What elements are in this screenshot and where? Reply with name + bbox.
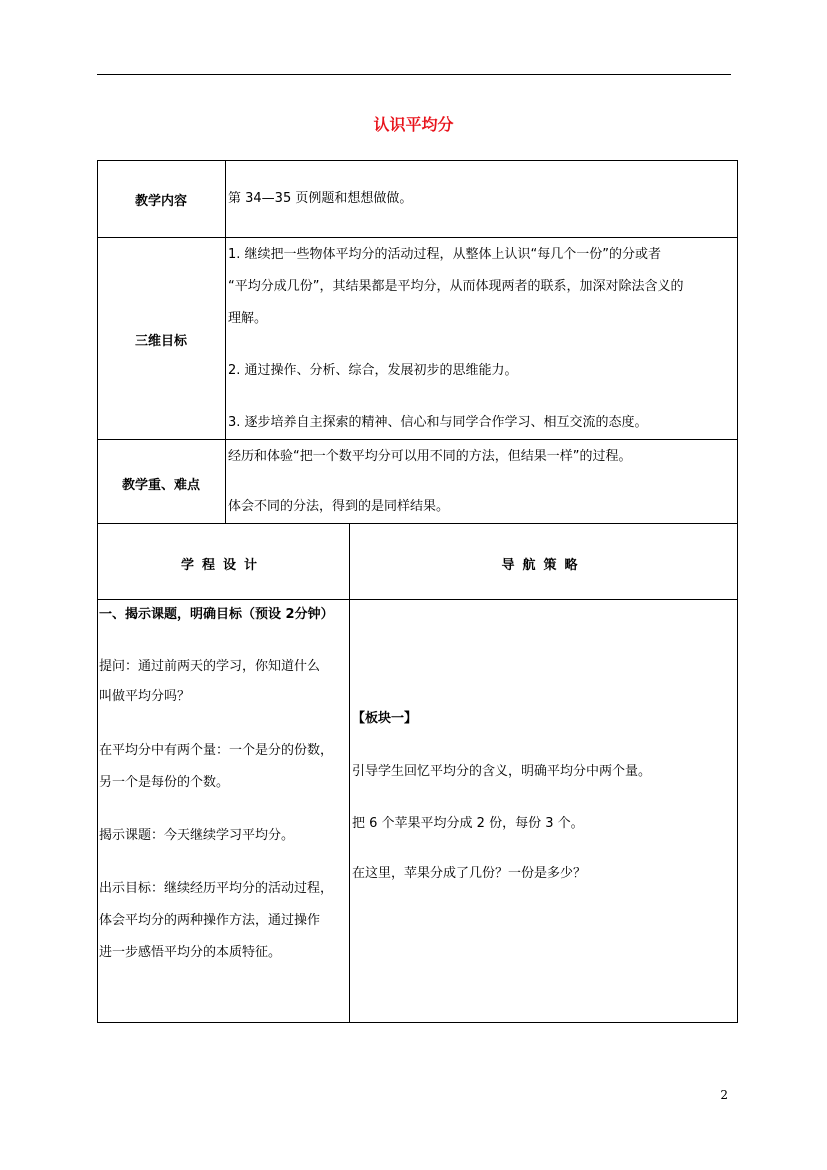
- row-divider: [97, 237, 738, 238]
- left-line: 揭示课题：今天继续学习平均分。: [99, 828, 295, 843]
- document-title: 认识平均分: [373, 115, 454, 134]
- goal-line: 理解。: [228, 311, 268, 326]
- column-divider: [225, 160, 226, 523]
- right-line: 引导学生回忆平均分的含义，明确平均分中两个量。: [352, 764, 652, 779]
- left-line: 提问：通过前两天的学习，你知道什么: [99, 659, 321, 674]
- content-label: 教学内容: [134, 194, 187, 209]
- header-rule: [97, 74, 731, 75]
- left-line: 叫做平均分吗？: [99, 689, 191, 704]
- left-line: 进一步感悟平均分的本质特征。: [99, 945, 282, 960]
- goal-line: 1. 继续把一些物体平均分的活动过程，从整体上认识“每几个一份”的分或者: [228, 247, 662, 262]
- left-line: 另一个是每份的个数。: [99, 775, 230, 790]
- row-divider: [97, 439, 738, 440]
- goals-label: 三维目标: [134, 334, 187, 349]
- goal-line: “平均分成几份”，其结果都是平均分，从而体现两者的联系，加深对除法含义的: [228, 279, 684, 294]
- section-heading: 一、揭示课题，明确目标（预设 2分钟）: [99, 607, 334, 622]
- key-point-line: 经历和体验“把一个数平均分可以用不同的方法，但结果一样”的过程。: [228, 449, 632, 464]
- key-point-line: 体会不同的分法，得到的是同样结果。: [228, 499, 450, 514]
- right-line: 在这里，苹果分成了几份？一份是多少？: [352, 866, 587, 881]
- column-divider: [349, 523, 350, 1023]
- block-heading: 【板块一】: [352, 711, 418, 726]
- left-line: 出示目标：继续经历平均分的活动过程，: [99, 881, 334, 896]
- row-divider: [97, 523, 738, 524]
- page-number: 2: [720, 1088, 728, 1102]
- left-line: 体会平均分的两种操作方法，通过操作: [99, 913, 321, 928]
- goal-line: 2. 通过操作、分析、综合，发展初步的思维能力。: [228, 363, 518, 378]
- guidance-strategy-header: 导航策略: [501, 558, 586, 573]
- goal-line: 3. 逐步培养自主探索的精神、信心和与同学合作学习、相互交流的态度。: [228, 415, 648, 430]
- left-line: 在平均分中有两个量：一个是分的份数，: [99, 743, 334, 758]
- right-line: 把 6 个苹果平均分成 2 份，每份 3 个。: [352, 816, 584, 831]
- content-text: 第 34—35 页例题和想想做做。: [228, 191, 413, 206]
- row-divider: [97, 599, 738, 600]
- key-points-label: 教学重、难点: [121, 478, 200, 493]
- learning-design-header: 学程设计: [180, 558, 265, 573]
